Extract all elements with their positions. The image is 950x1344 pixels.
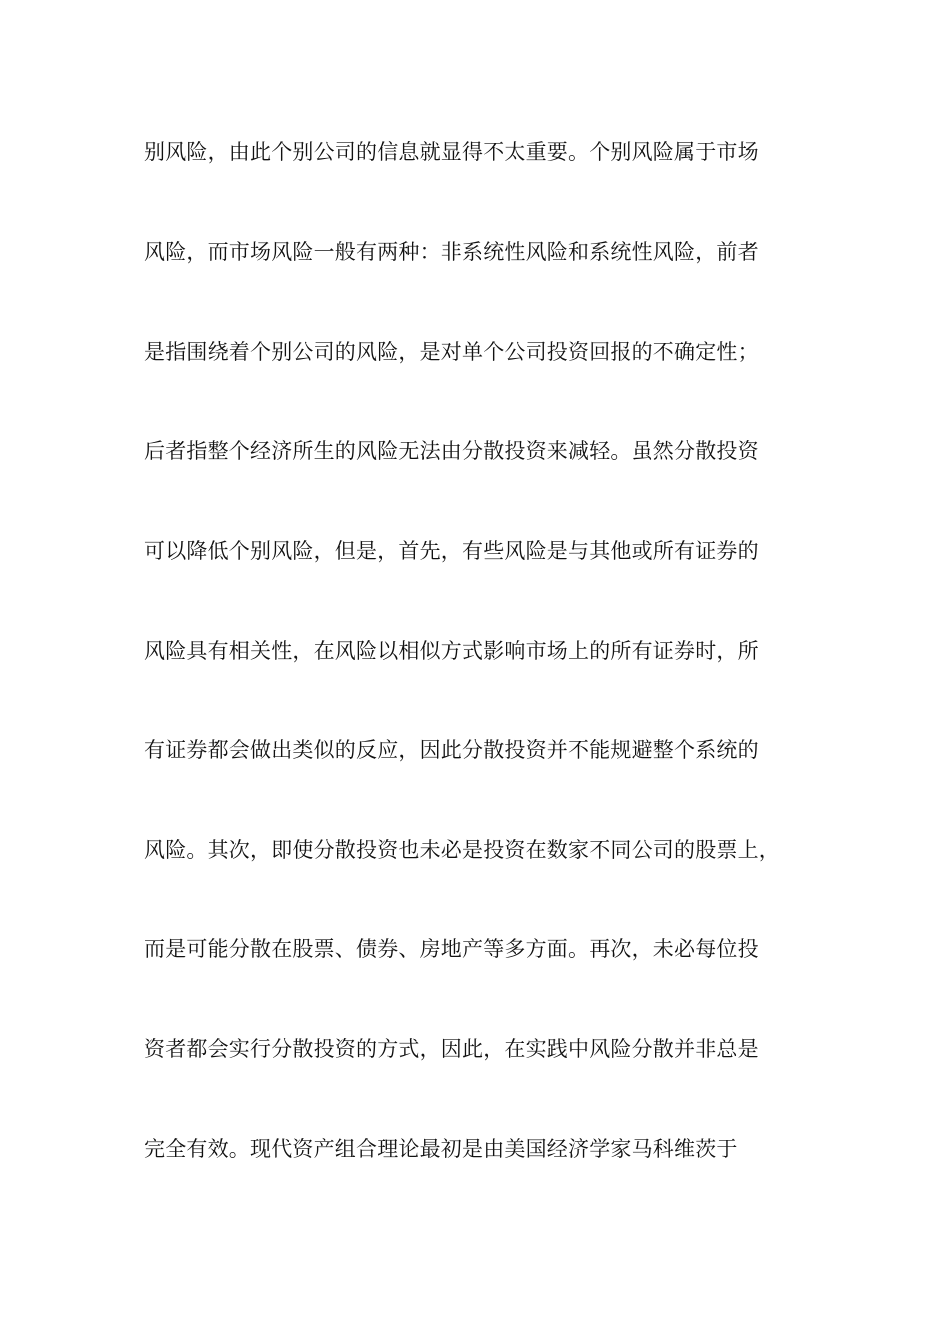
text-line: 有证券都会做出类似的反应，因此分散投资并不能规避整个系统的 (144, 738, 759, 762)
text-line: 后者指整个经济所生的风险无法由分散投资来减轻。虽然分散投资 (144, 439, 759, 463)
text-line: 风险具有相关性，在风险以相似方式影响市场上的所有证券时，所 (144, 639, 759, 663)
text-line: 风险。其次，即使分散投资也未必是投资在数家不同公司的股票上， (144, 838, 780, 862)
text-line: 完全有效。现代资产组合理论最初是由美国经济学家马科维茨于 (144, 1137, 738, 1161)
text-line: 资者都会实行分散投资的方式，因此，在实践中风险分散并非总是 (144, 1037, 759, 1061)
text-line: 风险，而市场风险一般有两种：非系统性风险和系统性风险，前者 (144, 240, 759, 264)
text-line: 别风险，由此个别公司的信息就显得不太重要。个别风险属于市场 (144, 140, 759, 164)
text-line: 是指围绕着个别公司的风险，是对单个公司投资回报的不确定性； (144, 340, 759, 364)
text-line: 而是可能分散在股票、债券、房地产等多方面。再次，未必每位投 (144, 937, 759, 961)
text-line: 可以降低个别风险，但是，首先，有些风险是与其他或所有证券的 (144, 539, 759, 563)
